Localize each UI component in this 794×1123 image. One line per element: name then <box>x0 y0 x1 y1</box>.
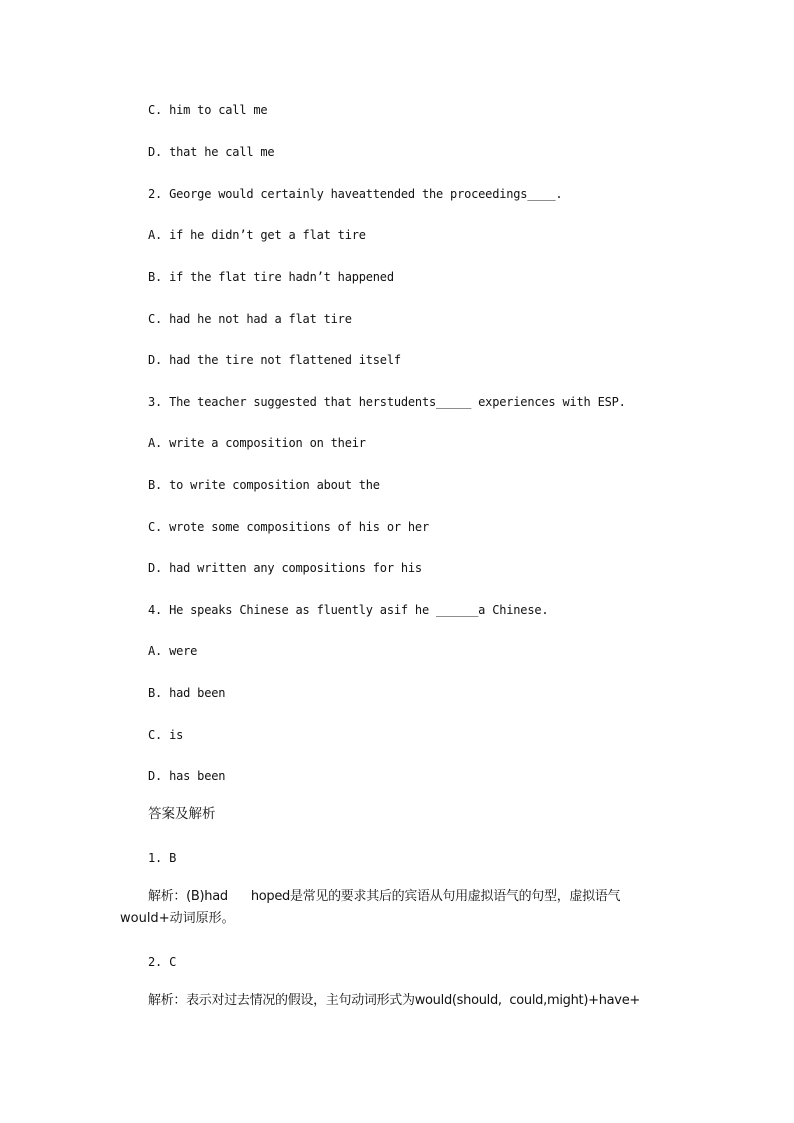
option-4a: A. were <box>148 644 198 658</box>
option-4d: D. has been <box>148 769 226 783</box>
option-2b: B. if the flat tire hadn’t happened <box>148 270 394 284</box>
question-4: 4. He speaks Chinese as fluently asif he ______a Chinese. <box>148 603 549 617</box>
answer-2: 2. C <box>148 955 177 969</box>
explanation-1-line-2: would+动词原形。 <box>120 911 235 926</box>
explanation-2-line-1: 解析：表示对过去情况的假设，主句动词形式为would(should, could,might)+have+ <box>148 993 640 1008</box>
option-2a: A. if he didn’t get a flat tire <box>148 228 366 242</box>
option-3b: B. to write composition about the <box>148 478 380 492</box>
option-4c: C. is <box>148 728 184 742</box>
option-3c: C. wrote some compositions of his or her <box>148 520 429 534</box>
option-2c: C. had he not had a flat tire <box>148 312 352 326</box>
question-2: 2. George would certainly haveattended the proceedings____. <box>148 187 563 201</box>
option-3d: D. had written any compositions for his <box>148 561 422 575</box>
option-1d: D. that he call me <box>148 145 275 159</box>
option-1c: C. him to call me <box>148 103 268 117</box>
option-3a: A. write a composition on their <box>148 436 366 450</box>
question-3: 3. The teacher suggested that herstudents_____ experiences with ESP. <box>148 395 626 409</box>
option-4b: B. had been <box>148 686 226 700</box>
explanation-1-line-1: 解析：(B)had hoped是常见的要求其后的宾语从句用虚拟语气的句型，虚拟语气 <box>148 889 621 904</box>
answers-heading: 答案及解析 <box>148 806 216 822</box>
option-2d: D. had the tire not flattened itself <box>148 353 401 367</box>
answer-1: 1. B <box>148 851 177 865</box>
